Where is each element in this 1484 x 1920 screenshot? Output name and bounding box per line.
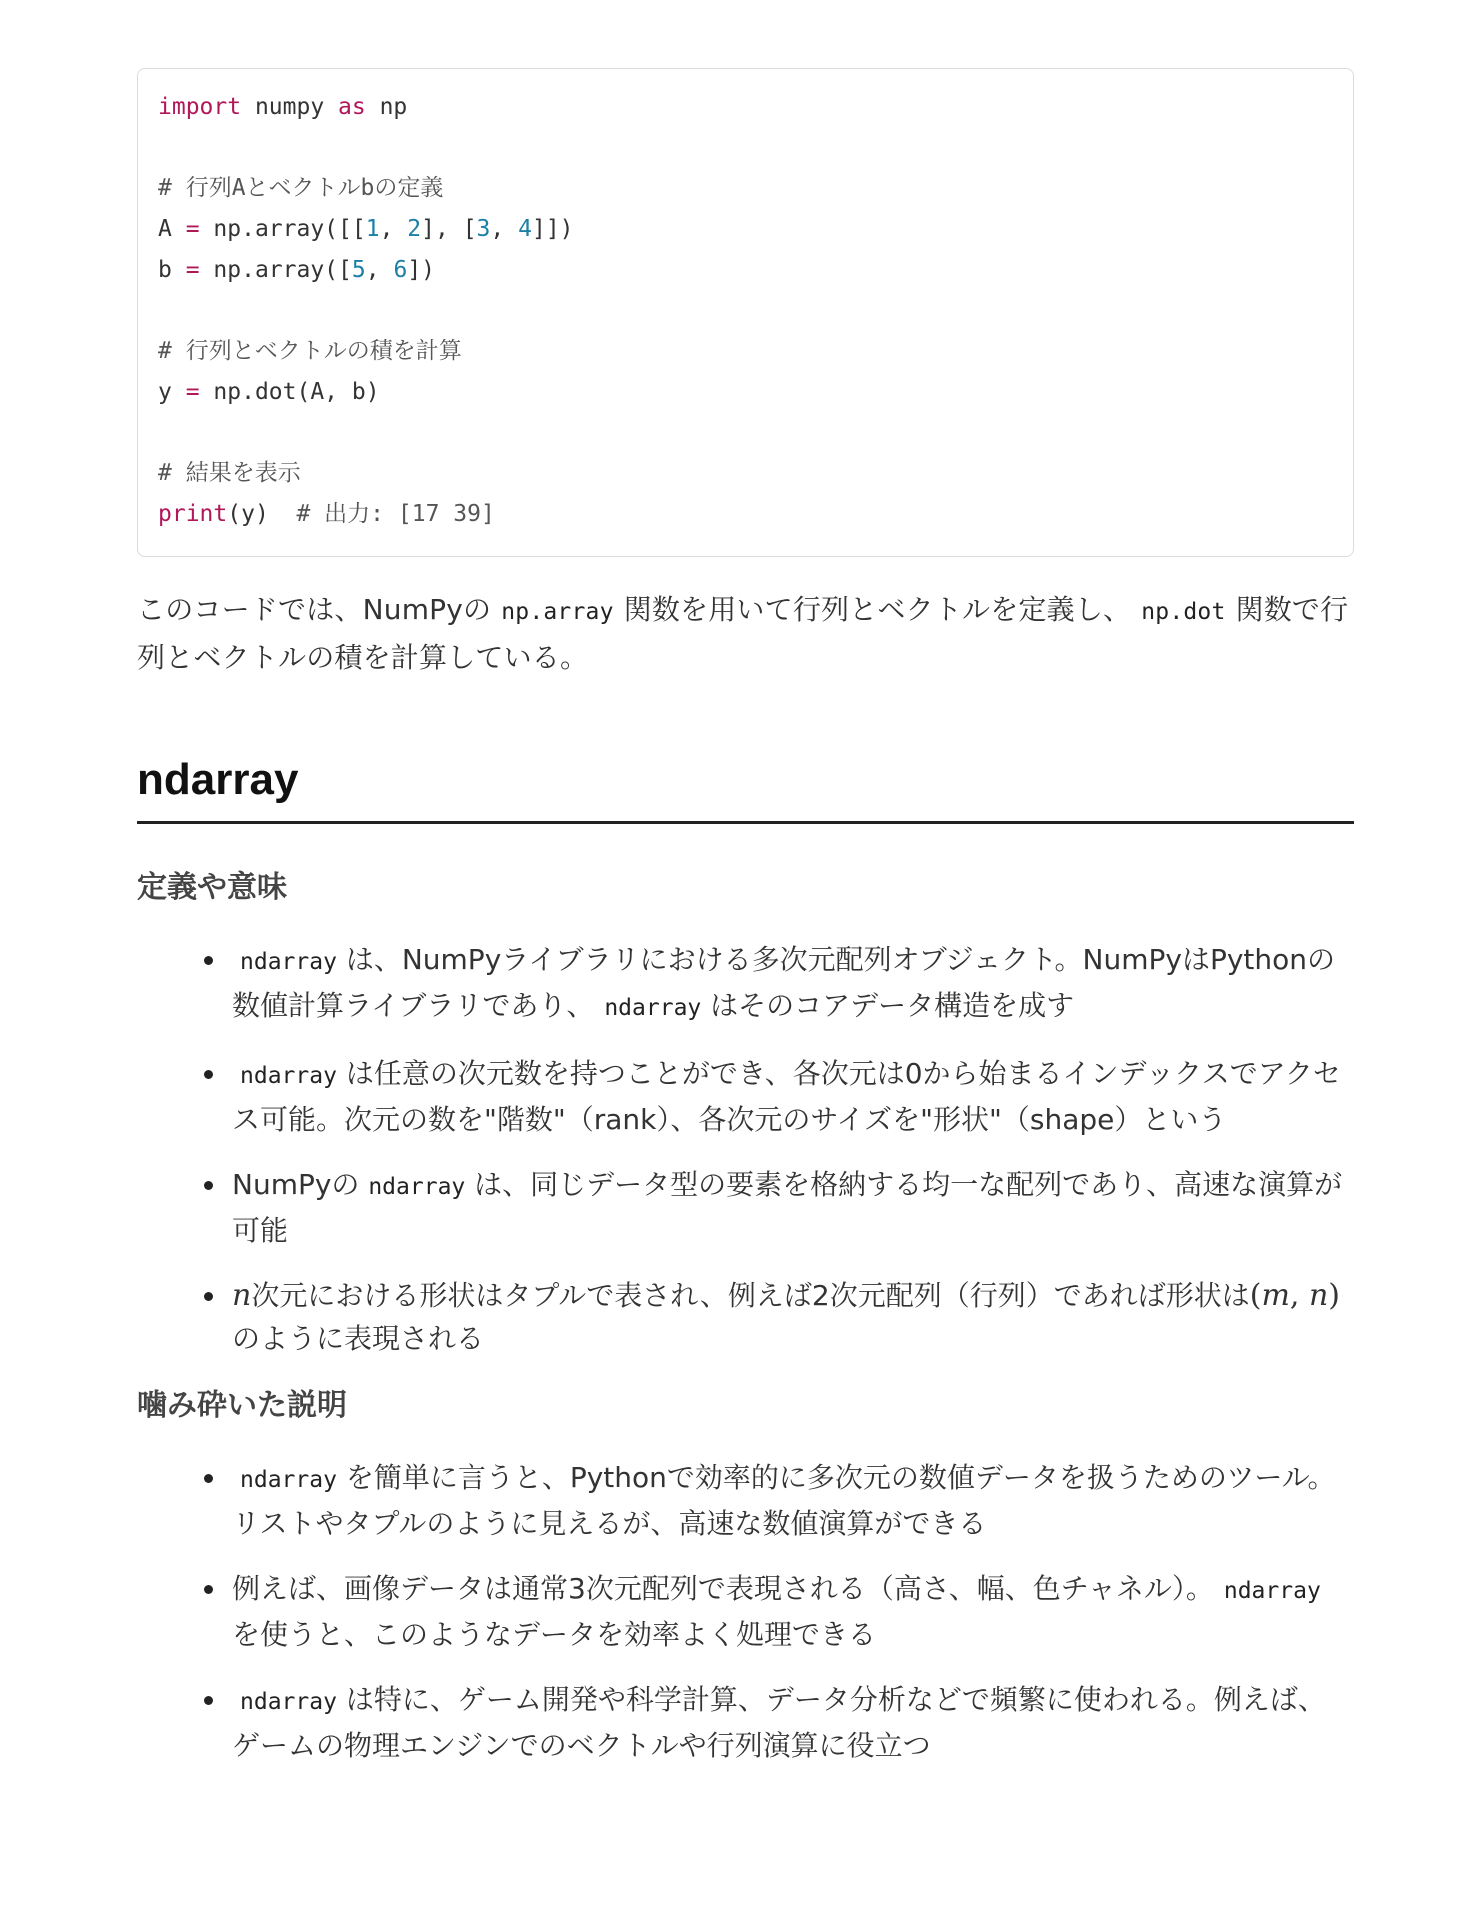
keyword-as: as	[338, 94, 366, 120]
math-variable: m	[1261, 1278, 1290, 1313]
list-item	[232, 938, 1354, 1030]
inline-code: ndarray	[240, 1467, 337, 1493]
code-blank-line	[158, 128, 1333, 168]
definition-list	[137, 938, 1354, 1360]
code-number: 1	[365, 216, 380, 242]
inline-code: ndarray	[1223, 1578, 1321, 1604]
list-item-text: は特に、ゲーム開発や科学計算、データ分析などで頻繁に使われる。例えば、ゲームの物理エンジンでのベクトルや行列演算に役立つ	[232, 1683, 1326, 1762]
paragraph-text: 関数で行列とベクトルの積を計算している。	[137, 593, 1349, 674]
list-item-text: を使うと、このようなデータを効率よく処理できる	[232, 1618, 877, 1651]
keyword-import: import	[158, 94, 242, 120]
list-item-text: は任意の次元数を持つことができ、各次元は0から始まるインデックスでアクセス可能。次元の数を"階数"（rank）、各次元のサイズを"形状"（shape）という	[232, 1057, 1341, 1136]
code-text: np.array([[	[199, 216, 366, 242]
code-text: np.array([	[199, 257, 352, 283]
code-text: ,	[490, 216, 519, 242]
code-text: np	[365, 94, 408, 120]
code-comment: # 行列Aとベクトルbの定義	[158, 175, 444, 201]
list-item	[232, 1678, 1354, 1767]
code-function: print	[158, 501, 228, 527]
code-operator: =	[185, 216, 200, 242]
paragraph-text: このコードでは、NumPyの	[137, 593, 492, 626]
inline-code: ndarray	[240, 949, 337, 975]
code-line-dot	[158, 372, 1333, 413]
code-number: 2	[407, 216, 422, 242]
list-item	[232, 1163, 1354, 1252]
code-block	[137, 68, 1354, 557]
list-item-text: は、同じデータ型の要素を格納する均一な配列であり、高速な演算が可能	[232, 1168, 1343, 1247]
code-number: 6	[393, 257, 408, 283]
inline-code: ndarray	[240, 1063, 337, 1089]
document-page	[137, 68, 1354, 1789]
code-comment: # 結果を表示	[158, 460, 301, 486]
inline-code: ndarray	[240, 1689, 337, 1715]
explanation-paragraph	[137, 587, 1354, 681]
code-text: ], [	[421, 216, 477, 242]
list-item-text: を簡単に言うと、Pythonで効率的に多次元の数値データを扱うためのツール。リストやタプルのように見えるが、高速な数値演算ができる	[232, 1461, 1336, 1540]
inline-code: ndarray	[604, 995, 702, 1021]
code-text: ,	[365, 257, 394, 283]
code-comment: # 行列とベクトルの積を計算	[158, 338, 462, 364]
code-blank-line	[158, 291, 1333, 331]
code-text: ])	[407, 257, 436, 283]
inline-code: ndarray	[368, 1174, 466, 1200]
list-item	[232, 1052, 1354, 1141]
code-number: 4	[518, 216, 532, 242]
list-item-text: はそのコアデータ構造を成す	[701, 989, 1075, 1022]
math-separator: ,	[1289, 1278, 1309, 1313]
list-item-text: 例えば、画像データは通常3次元配列で表現される（高さ、幅、色チャネル）。	[232, 1572, 1214, 1605]
simple-list	[137, 1456, 1354, 1767]
code-operator: =	[185, 379, 200, 405]
code-operator: =	[185, 257, 200, 283]
code-line-define-b	[158, 250, 1333, 291]
math-paren: )	[1328, 1278, 1341, 1313]
code-text: np.dot(A, b)	[199, 379, 380, 405]
code-text: ]])	[531, 216, 574, 242]
list-item-text: のように表現される	[232, 1322, 485, 1355]
code-line-print	[158, 494, 1333, 535]
code-comment: # 出力: [17 39]	[268, 501, 495, 527]
math-paren: (	[1249, 1278, 1262, 1313]
code-blank-line	[158, 413, 1333, 453]
code-number: 3	[476, 216, 491, 242]
paragraph-text: 関数を用いて行列とベクトルを定義し、	[623, 593, 1132, 626]
list-item	[232, 1456, 1354, 1545]
code-text: numpy	[241, 94, 339, 120]
list-item	[232, 1274, 1354, 1360]
code-var: b	[158, 257, 186, 283]
code-number: 5	[351, 257, 366, 283]
code-text: ,	[379, 216, 408, 242]
list-item	[232, 1567, 1354, 1656]
list-item-text: は、NumPyライブラリにおける多次元配列オブジェクト。NumPyはPythonの数値計算ライブラリであり、	[232, 943, 1336, 1022]
code-line-define-a	[158, 209, 1333, 250]
code-line-import	[158, 87, 1333, 128]
section-heading: ndarray	[137, 753, 1354, 824]
code-text: (y)	[227, 501, 269, 527]
inline-code: np.array	[501, 599, 614, 625]
code-var: A	[158, 216, 186, 242]
list-item-text: 次元における形状はタプルで表され、例えば2次元配列（行列）であれば形状は	[251, 1279, 1250, 1312]
code-var: y	[158, 379, 186, 405]
math-variable: n	[1308, 1278, 1329, 1313]
list-item-text: NumPyの	[232, 1168, 369, 1201]
math-variable: n	[232, 1278, 252, 1313]
subheading-definition: 定義や意味	[137, 870, 287, 905]
subheading-simple: 噛み砕いた説明	[137, 1388, 347, 1423]
inline-code: np.dot	[1141, 599, 1226, 625]
